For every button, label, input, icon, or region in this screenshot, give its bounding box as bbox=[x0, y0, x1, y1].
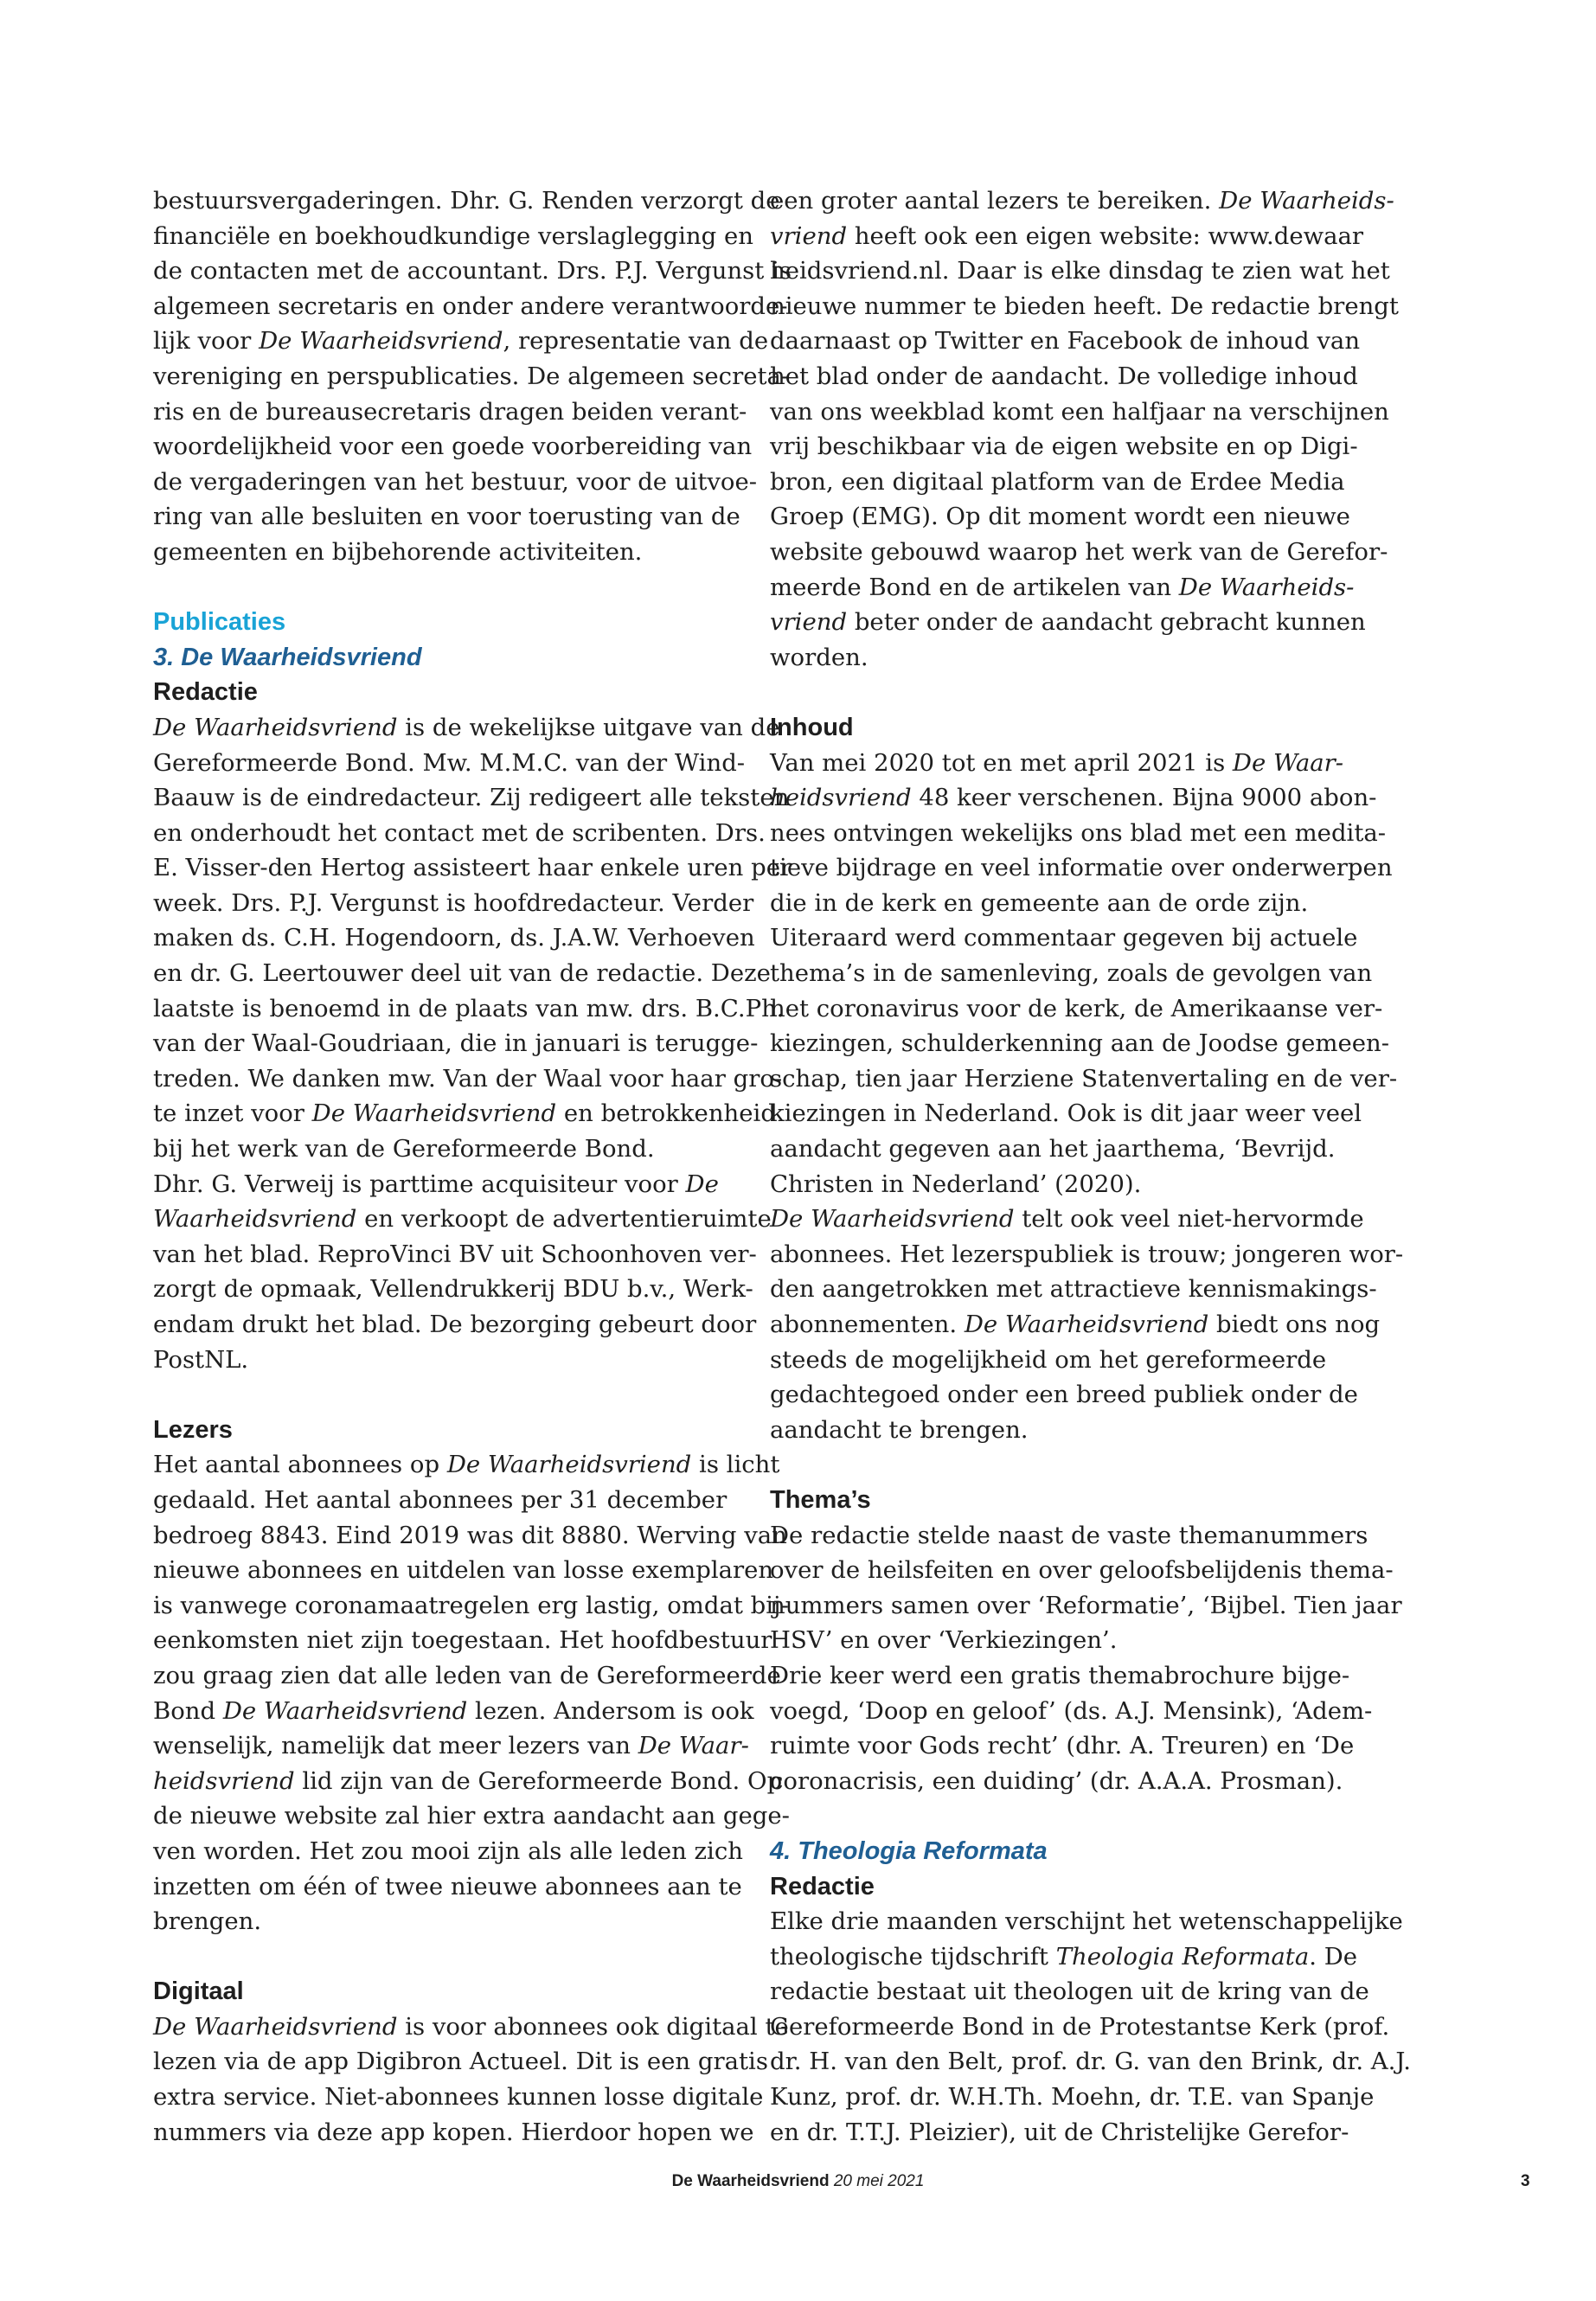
text-line bbox=[770, 1307, 1381, 1343]
text-line: eenkomsten niet zijn toegestaan. Het hoofdbestuur bbox=[153, 1626, 772, 1655]
text-line: treden. We danken mw. Van der Waal voor haar gro- bbox=[153, 1064, 783, 1093]
text-line: extra service. Niet-abonnees kunnen losse digitale bbox=[153, 2083, 764, 2112]
page-footer bbox=[0, 2172, 1596, 2191]
text-line bbox=[770, 1202, 1367, 1237]
left-paragraph-1 bbox=[153, 183, 792, 570]
publication-title: De Waar- bbox=[638, 1732, 749, 1760]
subsection-heading-waarheidsvriend: 3. De Waarheidsvriend bbox=[153, 643, 422, 671]
text-line: E. Visser-den Hertog assisteert haar enkele uren per bbox=[153, 854, 792, 882]
text-line: steeds de mogelijkheid om het gereformeerde bbox=[770, 1345, 1327, 1374]
spacer bbox=[770, 1447, 1367, 1483]
text-line bbox=[153, 1096, 776, 1131]
text-line: vereniging en perspublicaties. De algemeen secreta- bbox=[153, 362, 790, 390]
text-line: nummers samen over ‘Reformatie’, ‘Bijbel. Tien jaar bbox=[770, 1591, 1402, 1619]
publication-title: Theologia Reformata bbox=[1055, 1942, 1310, 1971]
text-line: den aangetrokken met attractieve kennismakings- bbox=[770, 1275, 1377, 1304]
publication-title: De Waarheids- bbox=[1178, 573, 1355, 601]
text-line: het coronavirus voor de kerk, de Amerikaanse ver- bbox=[770, 994, 1383, 1022]
spacer bbox=[153, 1939, 750, 1975]
text-run: beter onder de aandacht gebracht kunnen bbox=[847, 608, 1366, 637]
text-line: nummers via deze app kopen. Hierdoor hopen we bbox=[153, 2118, 754, 2146]
heading-digitaal: Digitaal bbox=[153, 1977, 244, 2006]
footer-date: 20 mei 2021 bbox=[833, 2172, 925, 2190]
text-line: voegd, ‘Doop en geloof’ (ds. A.J. Mensink), ‘Adem- bbox=[770, 1696, 1373, 1725]
text-line: nees ontvingen wekelijks ons blad met een medita- bbox=[770, 818, 1387, 847]
text-run: is de wekelijkse uitgave van de bbox=[397, 713, 780, 741]
text-run: abonnementen. bbox=[770, 1311, 965, 1338]
text-line bbox=[153, 1764, 783, 1799]
publication-title: De Waarheidsvriend bbox=[153, 2012, 398, 2041]
right-column bbox=[770, 183, 1412, 2150]
publication-title: vriend bbox=[770, 608, 848, 637]
text-line: week. Drs. P.J. Vergunst is hoofdredacteur. Verder bbox=[153, 888, 754, 917]
text-line: ven worden. Het zou mooi zijn als alle leden zich bbox=[153, 1836, 743, 1865]
text-run: lid zijn van de Gereformeerde Bond. Op bbox=[294, 1766, 783, 1795]
text-line: en onderhoudt het contact met de scribenten. Drs. bbox=[153, 818, 766, 847]
text-line: het blad onder de aandacht. De volledige inhoud bbox=[770, 362, 1358, 390]
publication-title: De Waarheids- bbox=[1219, 187, 1394, 215]
publication-title: heidsvriend bbox=[770, 784, 912, 812]
text-run: telt ook veel niet-hervormde bbox=[1014, 1205, 1364, 1234]
text-line bbox=[770, 605, 1367, 640]
text-line: bedroeg 8843. Eind 2019 was dit 8880. Werving van bbox=[153, 1521, 787, 1549]
spacer bbox=[770, 675, 1367, 710]
text-line: gemeenten en bijbehorende activiteiten. bbox=[153, 537, 643, 566]
left-paragraph-2 bbox=[153, 710, 792, 1377]
left-paragraph-3 bbox=[153, 1447, 790, 1939]
publication-title: Waarheidsvriend bbox=[153, 1205, 357, 1234]
publication-title: De Waarheidsvriend bbox=[153, 713, 398, 741]
text-line: brengen. bbox=[153, 1907, 262, 1936]
page-number: 3 bbox=[1521, 2172, 1530, 2190]
text-run: is voor abonnees ook digitaal te bbox=[397, 2012, 789, 2041]
text-line: die in de kerk en gemeente aan de orde zijn. bbox=[770, 888, 1309, 917]
text-run: . De bbox=[1309, 1942, 1358, 1971]
text-line: gedaald. Het aantal abonnees per 31 december bbox=[153, 1485, 727, 1514]
publication-title: De Waarheidsvriend bbox=[770, 1205, 1015, 1234]
text-line: nieuwe abonnees en uitdelen van losse exemplaren bbox=[153, 1556, 774, 1585]
text-line: heidsvriend.nl. Daar is elke dinsdag te zien wat het bbox=[770, 257, 1390, 285]
text-line: Elke drie maanden verschijnt het wetenschappelijke bbox=[770, 1907, 1403, 1936]
text-line: kiezingen in Nederland. Ook is dit jaar weer veel bbox=[770, 1099, 1362, 1128]
text-line bbox=[153, 710, 780, 746]
text-line: van het blad. ReproVinci BV uit Schoonhoven ver- bbox=[153, 1240, 757, 1268]
publication-title: De Waarheidsvriend bbox=[964, 1311, 1209, 1338]
text-line: financiële en boekhoudkundige verslaglegging en bbox=[153, 221, 753, 250]
text-line: de vergaderingen van het bestuur, voor de uitvoe- bbox=[153, 467, 758, 496]
text-run: en betrokkenheid bbox=[556, 1099, 776, 1128]
text-line bbox=[153, 2009, 789, 2045]
heading-lezers: Lezers bbox=[153, 1415, 233, 1444]
text-run: Bond bbox=[153, 1696, 223, 1725]
text-line: Gereformeerde Bond in de Protestantse Kerk (prof. bbox=[770, 2012, 1390, 2041]
text-run: Dhr. G. Verweij is parttime acquisiteur voor bbox=[153, 1170, 686, 1198]
right-paragraph-4 bbox=[770, 1904, 1412, 2150]
text-run: biedt ons nog bbox=[1208, 1311, 1381, 1338]
text-line: van der Waal-Goudriaan, die in januari is terugge- bbox=[153, 1029, 759, 1058]
text-line: woordelijkheid voor een goede voorbereiding van bbox=[153, 433, 753, 461]
text-line: tieve bijdrage en veel informatie over onderwerpen bbox=[770, 854, 1393, 882]
footer-publication-title: De Waarheidsvriend bbox=[671, 2172, 830, 2190]
text-run: is licht bbox=[691, 1451, 780, 1479]
spacer bbox=[153, 1377, 750, 1413]
text-line: bij het werk van de Gereformeerde Bond. bbox=[153, 1135, 655, 1163]
text-line: zou graag zien dat alle leden van de Gereformeerde bbox=[153, 1661, 781, 1689]
publication-title: De Waarheidsvriend bbox=[311, 1099, 557, 1128]
publication-title: vriend bbox=[770, 221, 848, 250]
text-line: laatste is benoemd in de plaats van mw. drs. B.C.Ph. bbox=[153, 994, 785, 1022]
text-line: over de heilsfeiten en over geloofsbelijdenis thema- bbox=[770, 1556, 1394, 1585]
section-heading-publicaties: Publicaties bbox=[153, 608, 286, 637]
text-run: wenselijk, namelijk dat meer lezers van bbox=[153, 1732, 638, 1760]
text-line: nieuwe nummer te bieden heeft. De redactie brengt bbox=[770, 292, 1399, 320]
text-line bbox=[153, 1728, 750, 1764]
text-line: gedachtegoed onder een breed publiek onder de bbox=[770, 1381, 1358, 1409]
text-run: , representatie van de bbox=[503, 327, 769, 356]
text-line: coronacrisis, een duiding’ (dr. A.A.A. Prosman). bbox=[770, 1766, 1343, 1795]
text-line: bestuursvergaderingen. Dhr. G. Renden verzorgt de bbox=[153, 187, 780, 215]
text-run: lezen. Andersom is ook bbox=[467, 1696, 754, 1725]
heading-themas: Thema’s bbox=[770, 1485, 871, 1514]
text-line: kiezingen, schulderkenning aan de Joodse gemeen- bbox=[770, 1029, 1390, 1058]
text-line bbox=[153, 1694, 754, 1729]
text-line bbox=[770, 219, 1367, 254]
text-line: Groep (EMG). Op dit moment wordt een nieuwe bbox=[770, 503, 1350, 531]
text-line: bron, een digitaal platform van de Erdee Media bbox=[770, 467, 1345, 496]
publication-title: De bbox=[685, 1170, 719, 1198]
publication-title: De Waarheidsvriend bbox=[259, 327, 503, 356]
text-line: en dr. G. Leertouwer deel uit van de redactie. Deze bbox=[153, 959, 771, 988]
text-line: is vanwege coronamaatregelen erg lastig, omdat bij- bbox=[153, 1591, 789, 1619]
text-line: Gereformeerde Bond. Mw. M.M.C. van der Wind- bbox=[153, 748, 746, 777]
text-line bbox=[153, 324, 769, 359]
right-paragraph-3 bbox=[770, 1518, 1402, 1799]
text-run: 48 keer verschenen. Bijna 9000 abon- bbox=[911, 784, 1377, 812]
text-line bbox=[770, 570, 1367, 606]
text-line: aandacht te brengen. bbox=[770, 1415, 1029, 1444]
publication-title: heidsvriend bbox=[153, 1766, 295, 1795]
spacer bbox=[153, 570, 750, 606]
text-line: Christen in Nederland’ (2020). bbox=[770, 1170, 1142, 1198]
text-line: zorgt de opmaak, Vellendrukkerij BDU b.v., Werk- bbox=[153, 1275, 753, 1304]
publication-title: De Waarheidsvriend bbox=[446, 1451, 692, 1479]
text-line bbox=[153, 1447, 780, 1483]
text-line: aandacht gegeven aan het jaarthema, ‘Bevrijd. bbox=[770, 1135, 1336, 1163]
text-line: redactie bestaat uit theologen uit de kring van de bbox=[770, 1977, 1369, 2006]
text-line: vrij beschikbaar via de eigen website en op Digi- bbox=[770, 433, 1358, 461]
text-line bbox=[153, 1202, 772, 1237]
text-run: Van mei 2020 tot en met april 2021 is bbox=[770, 748, 1233, 777]
right-paragraph-2 bbox=[770, 746, 1404, 1448]
text-line: ring van alle besluiten en voor toerusting van de bbox=[153, 503, 740, 531]
text-line: lezen via de app Digibron Actueel. Dit is een gratis bbox=[153, 2048, 768, 2076]
text-run: heeft ook een eigen website: www.dewaar bbox=[847, 221, 1364, 250]
text-run: lijk voor bbox=[153, 327, 260, 356]
text-line: inzetten om één of twee nieuwe abonnees aan te bbox=[153, 1872, 742, 1900]
text-line: Baauw is de eindredacteur. Zij redigeert alle teksten bbox=[153, 784, 790, 812]
text-line: schap, tien jaar Herziene Statenvertaling en de ver- bbox=[770, 1064, 1398, 1093]
text-line bbox=[770, 183, 1394, 219]
text-line bbox=[770, 780, 1377, 816]
text-line: daarnaast op Twitter en Facebook de inhoud van bbox=[770, 327, 1361, 356]
text-run: meerde Bond en de artikelen van bbox=[770, 573, 1179, 601]
text-line: De redactie stelde naast de vaste themanummers bbox=[770, 1521, 1368, 1549]
text-line: ruimte voor Gods recht’ (dhr. A. Treuren) en ‘De bbox=[770, 1732, 1355, 1760]
text-line: Kunz, prof. dr. W.H.Th. Moehn, dr. T.E. van Spanje bbox=[770, 2083, 1375, 2112]
text-run: Het aantal abonnees op bbox=[153, 1451, 447, 1479]
text-line: Uiteraard werd commentaar gegeven bij actuele bbox=[770, 924, 1358, 952]
text-line: van ons weekblad komt een halfjaar na verschijnen bbox=[770, 397, 1389, 426]
text-line bbox=[153, 1167, 750, 1202]
spacer bbox=[770, 1798, 1367, 1834]
text-line: worden. bbox=[770, 643, 869, 671]
text-line bbox=[770, 746, 1367, 781]
right-paragraph-1 bbox=[770, 183, 1399, 675]
text-line: en dr. T.T.J. Pleizier), uit de Christelijke Gerefor- bbox=[770, 2118, 1349, 2146]
text-line: thema’s in de samenleving, zoals de gevolgen van bbox=[770, 959, 1373, 988]
text-line: dr. H. van den Belt, prof. dr. G. van den Brink, dr. A.J. bbox=[770, 2048, 1412, 2076]
text-line: endam drukt het blad. De bezorging gebeurt door bbox=[153, 1311, 757, 1338]
text-run: en verkoopt de advertentieruimte bbox=[356, 1205, 772, 1234]
text-line: PostNL. bbox=[153, 1345, 249, 1374]
publication-title: De Waarheidsvriend bbox=[222, 1696, 468, 1725]
text-line: HSV’ en over ‘Verkiezingen’. bbox=[770, 1626, 1118, 1655]
text-line bbox=[770, 1939, 1367, 1975]
text-line: website gebouwd waarop het werk van de Gerefor- bbox=[770, 537, 1388, 566]
subsection-heading-theologia-reformata: 4. Theologia Reformata bbox=[770, 1836, 1048, 1865]
text-run: theologische tijdschrift bbox=[770, 1942, 1056, 1971]
left-paragraph-4 bbox=[153, 2009, 789, 2150]
text-run: te inzet voor bbox=[153, 1099, 312, 1128]
left-column bbox=[153, 183, 792, 2150]
text-run: een groter aantal lezers te bereiken. bbox=[770, 187, 1220, 215]
text-line: de contacten met de accountant. Drs. P.J. Vergunst is bbox=[153, 257, 792, 285]
text-line: Drie keer werd een gratis themabrochure bijge- bbox=[770, 1661, 1350, 1689]
text-line: maken ds. C.H. Hogendoorn, ds. J.A.W. Verhoeven bbox=[153, 924, 755, 952]
text-line: algemeen secretaris en onder andere verantwoorde- bbox=[153, 292, 788, 320]
text-line: de nieuwe website zal hier extra aandacht aan gege- bbox=[153, 1802, 790, 1830]
text-line: abonnees. Het lezerspubliek is trouw; jongeren wor- bbox=[770, 1240, 1404, 1268]
text-line: ris en de bureausecretaris dragen beiden verant- bbox=[153, 397, 747, 426]
publication-title: De Waar- bbox=[1232, 748, 1344, 777]
heading-inhoud: Inhoud bbox=[770, 713, 854, 741]
heading-redactie: Redactie bbox=[770, 1872, 875, 1900]
heading-redactie: Redactie bbox=[153, 678, 258, 707]
